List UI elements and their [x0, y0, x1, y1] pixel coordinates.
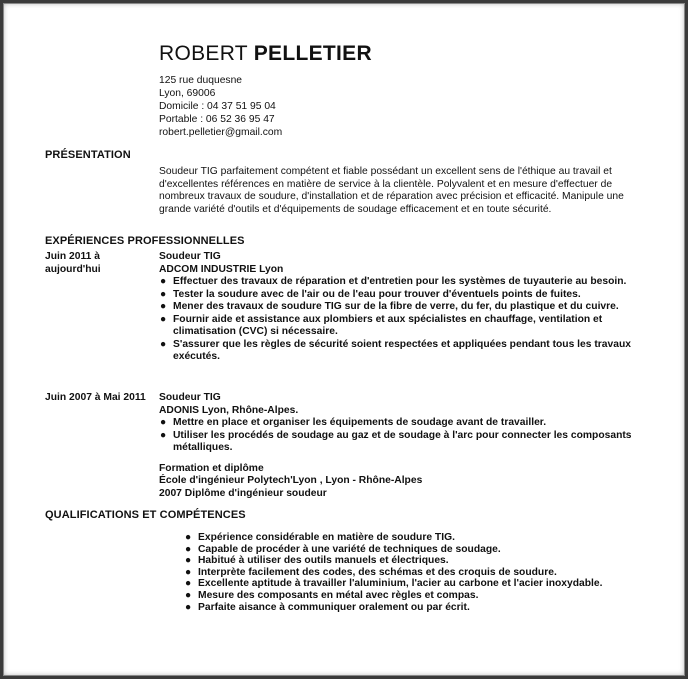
- job-company: ADONIS Lyon, Rhône-Alpes.: [159, 404, 299, 416]
- job-company: ADCOM INDUSTRIE Lyon: [159, 263, 284, 275]
- list-item-text: Expérience considérable en matière de soudure TIG.: [198, 532, 455, 543]
- first-name: ROBERT: [159, 42, 248, 65]
- list-item-text: Tester la soudure avec de l'air ou de l'eau pour trouver d'éventuels points de fuites.: [173, 288, 581, 300]
- bullet-icon: ●: [160, 276, 167, 287]
- list-item-text: Interprète facilement des codes, des schémas et des croquis de soudure.: [198, 566, 557, 578]
- list-item-text: Mesure des composants en métal avec règles et compas.: [198, 589, 479, 601]
- bullet-icon: ●: [185, 555, 192, 567]
- bullet-icon: ●: [185, 566, 192, 578]
- education-heading: Formation et diplôme: [159, 463, 264, 474]
- list-item-text: Excellente aptitude à travailler l'aluminium, l'acier au carbone et l'acier inoxydable.: [198, 578, 603, 590]
- list-item-text: Mener des travaux de soudure TIG sur de la fibre de verre, du fer, du plastique et du cuivre.: [173, 301, 619, 312]
- bullet-icon: ●: [185, 601, 192, 613]
- bullet-icon: ●: [185, 532, 192, 543]
- email: robert.pelletier@gmail.com: [159, 127, 283, 139]
- phone-home: Domicile : 04 37 51 95 04: [159, 101, 276, 113]
- section-title-experience: EXPÉRIENCES PROFESSIONNELLES: [45, 235, 245, 247]
- bullet-icon: ●: [160, 313, 167, 325]
- presentation-text: Soudeur TIG parfaitement compétent et fiable possédant un excellent sens de l'éthique au travail et d'excellentes références en matière de service à la clientèle. Polyvalent et en mesure d'effectuer de nombreux travaux de soudure, d'installation et de réparation avec précision et efficacité. Manipule une grande variété d'outils et d'équipements de soudage efficacement et en toute sécurité.: [159, 166, 624, 215]
- bullet-icon: ●: [185, 543, 192, 555]
- job-date-line: aujourd'hui: [45, 263, 101, 275]
- list-item-text: Fournir aide et assistance aux plombiers et aux spécialistes en chauffage, ventilation et climatisation (CVC) si nécessaire.: [173, 313, 603, 337]
- list-item-text: Utiliser les procédés de soudage au gaz et de soudage à l'arc pour connecter les composants métalliques.: [173, 429, 632, 453]
- job-role: Soudeur TIG: [159, 251, 221, 262]
- bullet-icon: ●: [160, 301, 167, 312]
- list-item-text: Parfaite aisance à communiquer oralement ou par écrit.: [198, 601, 470, 613]
- job-role: Soudeur TIG: [159, 392, 221, 403]
- address-line-2: Lyon, 69006: [159, 88, 216, 100]
- list-item-text: Effectuer des travaux de réparation et d'entretien pour les systèmes de tuyauterie au besoin.: [173, 276, 627, 287]
- last-name: PELLETIER: [253, 42, 372, 65]
- bullet-icon: ●: [160, 417, 167, 428]
- section-title-presentation: PRÉSENTATION: [45, 149, 131, 161]
- list-item-text: Habitué à utiliser des outils manuels et électriques.: [198, 555, 449, 567]
- bullet-icon: ●: [185, 589, 192, 601]
- list-item-text: S'assurer que les règles de sécurité soient respectées et appliquées pendant tous les travaux exécutés.: [173, 338, 631, 362]
- list-item-text: Capable de procéder à une variété de techniques de soudage.: [198, 543, 501, 555]
- job-date-line: Juin 2011 à: [45, 251, 100, 262]
- bullet-icon: ●: [160, 429, 167, 441]
- job-date-line: Juin 2007 à Mai 2011: [45, 392, 146, 403]
- list-item-text: Mettre en place et organiser les équipements de soudage avant de travailler.: [173, 417, 547, 428]
- address-line-1: 125 rue duquesne: [159, 75, 243, 86]
- bullet-icon: ●: [160, 288, 167, 300]
- phone-mobile: Portable : 06 52 36 95 47: [159, 114, 275, 126]
- section-title-qualifications: QUALIFICATIONS ET COMPÉTENCES: [45, 509, 246, 521]
- education-school: École d'ingénieur Polytech'Lyon , Lyon - Rhône-Alpes: [159, 475, 423, 487]
- bullet-icon: ●: [160, 338, 167, 350]
- bullet-icon: ●: [185, 578, 192, 590]
- education-degree: 2007 Diplôme d'ingénieur soudeur: [159, 487, 327, 499]
